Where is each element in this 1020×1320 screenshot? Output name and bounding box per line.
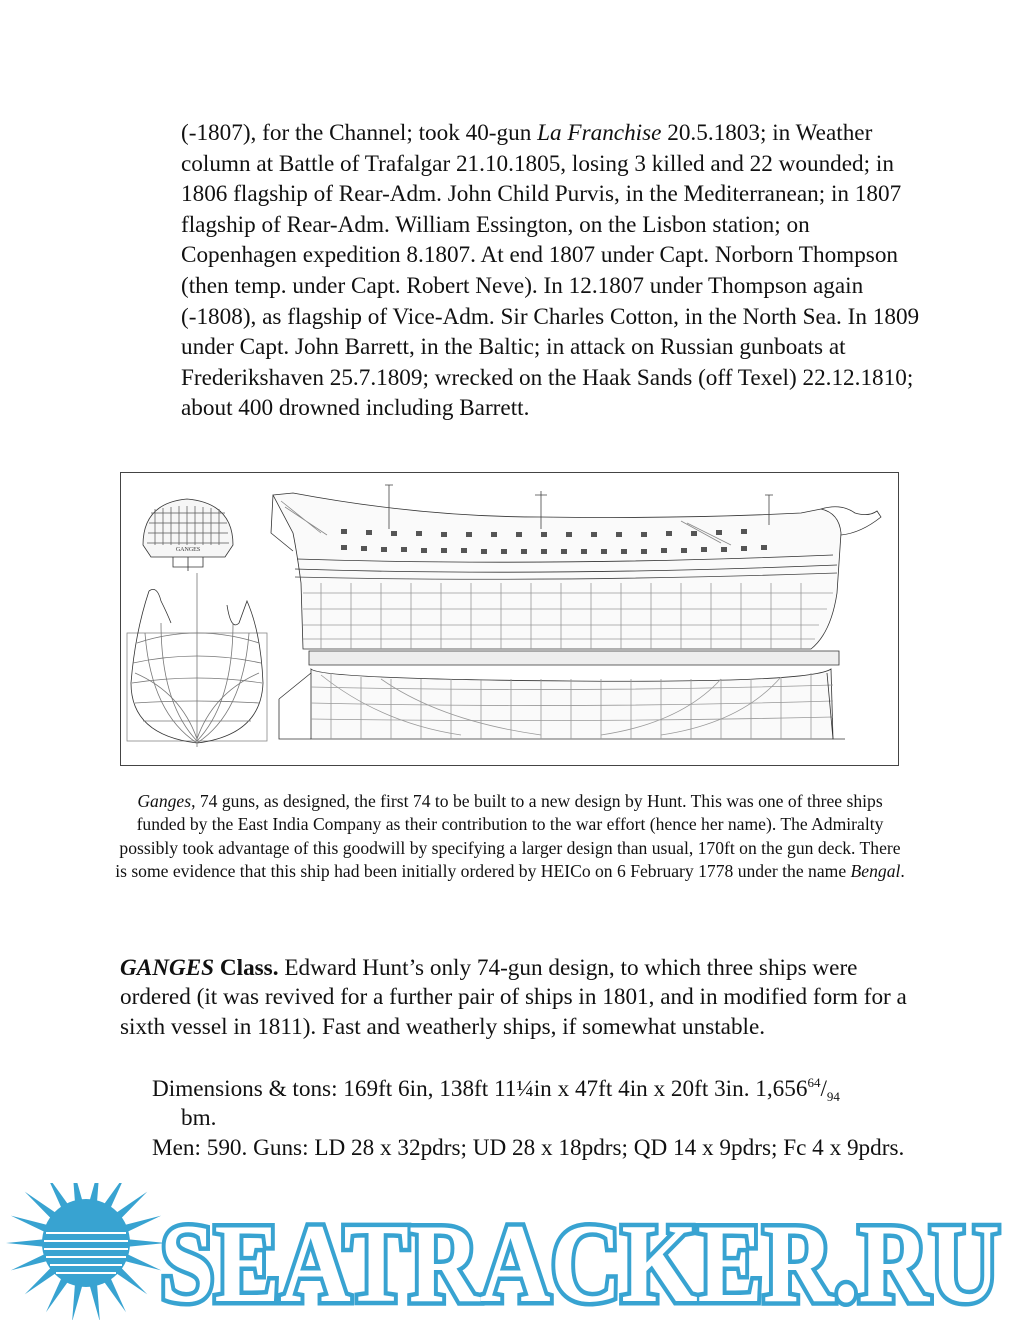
sun-ray (104, 1277, 126, 1312)
text-run: (-1807), for the Channel; took 40-gun (181, 120, 538, 146)
sun-ray (46, 1277, 68, 1312)
figure-caption (115, 790, 905, 884)
tons-unit: bm. (181, 1105, 217, 1132)
sun-ray (6, 1239, 44, 1247)
sun-icon (6, 1183, 166, 1320)
ship-plan-figure (120, 472, 899, 766)
caption-ship-name: Ganges (137, 791, 192, 811)
sun-ray (90, 1284, 100, 1320)
class-description (120, 954, 910, 1042)
class-description-text (120, 954, 910, 1042)
service-history-text (181, 118, 921, 424)
text-run: Edward Hunt’s only 74-gun design, to which three ships were ordered (it was revived for a further pair of ships in 1801, and in modified form for a sixth vessel in 1811). Fast and weatherly ships, if somewhat unstable. (120, 955, 907, 1040)
ship-name-la-franchise: La Franchise (537, 120, 662, 146)
text-run: Dimensions & tons: 169ft 6in, 138ft 11¼in x 47ft 4in x 20ft 3in. 1,656 (152, 1076, 808, 1102)
service-history-paragraph (181, 118, 921, 424)
class-name: GANGES (120, 955, 215, 981)
sun-ray (11, 1254, 48, 1271)
fraction-slash: / (820, 1076, 827, 1102)
dimensions-text (152, 1075, 912, 1134)
sun-ray (116, 1267, 148, 1294)
sun-ray (11, 1216, 48, 1233)
caption-alt-name: Bengal (850, 861, 901, 882)
text-run: , 74 guns, as designed, the first 74 to be built to a new design by Hunt. This was one of three ships funded by the East India Company as their contribution to the war effort (hence her name). The Admiralty possibly took advantage of this goodwill by specifying a larger design than usual, 170ft on the gun deck. There is some evidence that this ship had been initially ordered by HEICo on 6 February 1778 under the name (115, 791, 901, 882)
sheer-profile-view (271, 485, 881, 739)
tons-denominator: 94 (826, 1089, 840, 1104)
armament-spec (152, 1134, 912, 1163)
sun-ray (90, 1183, 100, 1203)
sun-ray (124, 1216, 161, 1233)
dimensions-spec (152, 1075, 912, 1134)
stern-nameboard: GANGES (175, 547, 201, 553)
tons-fraction (807, 1076, 839, 1102)
watermark-text: SEATRACKER.RU (160, 1202, 1000, 1320)
text-run: 20.5.1803; in Weather column at Battle of Trafalgar 21.10.1805, losing 3 killed and 22 wounded; in 1806 flagship of Rear-Adm. John Child Purvis, in the Mediterranean; in 1807 flagship of Rear-Adm. William Essington, on the Lisbon station; on Copenhagen expedition 8.1807. At end 1807 under Capt. Norborn Thompson (then temp. under Capt. Robert Neve). In 12.1807 under Thompson again (-1808), as flagship of Vice-Adm. Sir Charles Cotton, in the North Sea. In 1809 under Capt. John Barrett, in the Baltic; in attack on Russian gunboats at Frederikshaven 25.7.1809; wrecked on the Haak Sands (off Texel) 22.12.1810; about 400 drowned including Barrett. (181, 120, 920, 422)
sun-ray (25, 1192, 57, 1219)
sun-ray (72, 1183, 82, 1203)
stern-view (143, 499, 233, 571)
caption-text (115, 790, 905, 884)
sun-ray (46, 1183, 68, 1209)
body-plan-view (127, 573, 267, 747)
men-guns-text: Men: 590. Guns: LD 28 x 32pdrs; UD 28 x 18pdrs; QD 14 x 9pdrs; Fc 4 x 9pdrs. (152, 1135, 905, 1161)
watermark-banner (0, 1183, 1020, 1320)
text-run: . (900, 861, 905, 882)
tons-numerator: 64 (807, 1075, 821, 1090)
sun-ray (104, 1183, 126, 1209)
class-word: Class. (214, 955, 279, 981)
sun-ray (124, 1254, 161, 1271)
ship-plan-drawing (121, 473, 898, 765)
sun-ray (25, 1267, 57, 1294)
sun-ray (72, 1284, 82, 1320)
sun-ray (116, 1192, 148, 1219)
